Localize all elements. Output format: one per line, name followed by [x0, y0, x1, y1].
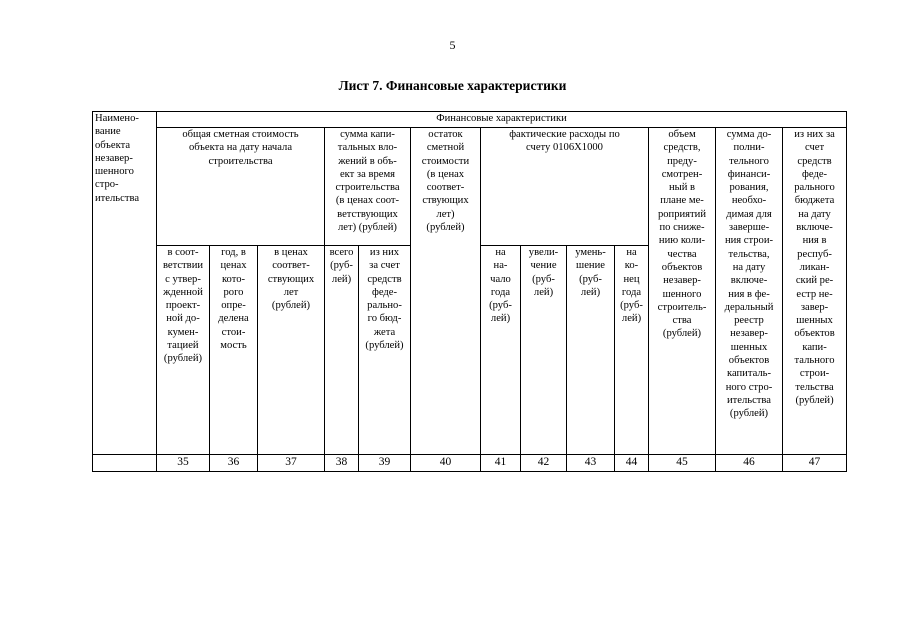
column-number: 43 — [567, 455, 615, 472]
column-number: 41 — [481, 455, 521, 472]
sheet-title: Лист 7. Финансовые характеристики — [338, 78, 567, 93]
column-number: 44 — [615, 455, 649, 472]
column-number: 46 — [716, 455, 783, 472]
sub-federal-header: из них за счет средств феде- рально- го бюд- жета (рублей) — [359, 246, 411, 455]
column-number: 47 — [783, 455, 847, 472]
page-number: 5 — [449, 38, 456, 52]
federal-budget-header: из них за счет средств феде- рального бюджета на дату включе- ния в респуб- ликан- ский ре- естр не- завер- шенных объектов капи- тального строи- тельства (рублей) — [783, 128, 847, 455]
financial-characteristics-table — [92, 111, 847, 472]
column-number: 40 — [411, 455, 481, 472]
sub-total-header: всего (руб- лей) — [325, 246, 359, 455]
sub-end-header: на ко- нец года (руб- лей) — [615, 246, 649, 455]
column-number: 42 — [521, 455, 567, 472]
capital-investments-header: сумма капи- тальных вло- жений в объ- ект за время строительства (в ценах соот- ветствующих лет) (рублей) — [325, 128, 411, 246]
column-number: 36 — [210, 455, 258, 472]
estimated-cost-header: общая сметная стоимость объекта на дату начала строительства — [157, 128, 325, 246]
volume-funds-header: объем средств, преду- смотрен- ный в плане ме- роприятий по сниже- нию коли- чества объектов незавер- шенного строитель- ства (рублей) — [649, 128, 716, 455]
column-number: 38 — [325, 455, 359, 472]
remaining-cost-header: остаток сметной стоимости (в ценах соответ- ствующих лет) (рублей) — [411, 128, 481, 455]
column-number: 45 — [649, 455, 716, 472]
sub-design-header: в соот- ветствии с утвер- жденной проект- ной до- кумен- тацией (рублей) — [157, 246, 210, 455]
sub-start-header: на на- чало года (руб- лей) — [481, 246, 521, 455]
actual-expenses-header: фактические расходы по счету 0106Х1000 — [481, 128, 649, 246]
column-number: 39 — [359, 455, 411, 472]
column-number: 35 — [157, 455, 210, 472]
group-header: Финансовые характеристики — [157, 112, 847, 128]
column-number: 37 — [258, 455, 325, 472]
sub-decrease-header: умень- шение (руб- лей) — [567, 246, 615, 455]
sub-increase-header: увели- чение (руб- лей) — [521, 246, 567, 455]
sub-year-header: год, в ценах кото- рого опре- делена стои- мость — [210, 246, 258, 455]
column-number-empty — [93, 455, 157, 472]
column-number-row — [93, 455, 847, 472]
sub-prices-header: в ценах соответ- ствующих лет (рублей) — [258, 246, 325, 455]
additional-funding-header: сумма до- полни- тельного финанси- рования, необхо- димая для заверше- ния строи- тельства, на дату включе- ния в фе- деральный реестр незавер- шенных объектов капиталь- ного стро- ительства (рублей) — [716, 128, 783, 455]
object-name-header: Наимено- вание объекта незавер- шенного стро- ительства — [93, 112, 157, 455]
